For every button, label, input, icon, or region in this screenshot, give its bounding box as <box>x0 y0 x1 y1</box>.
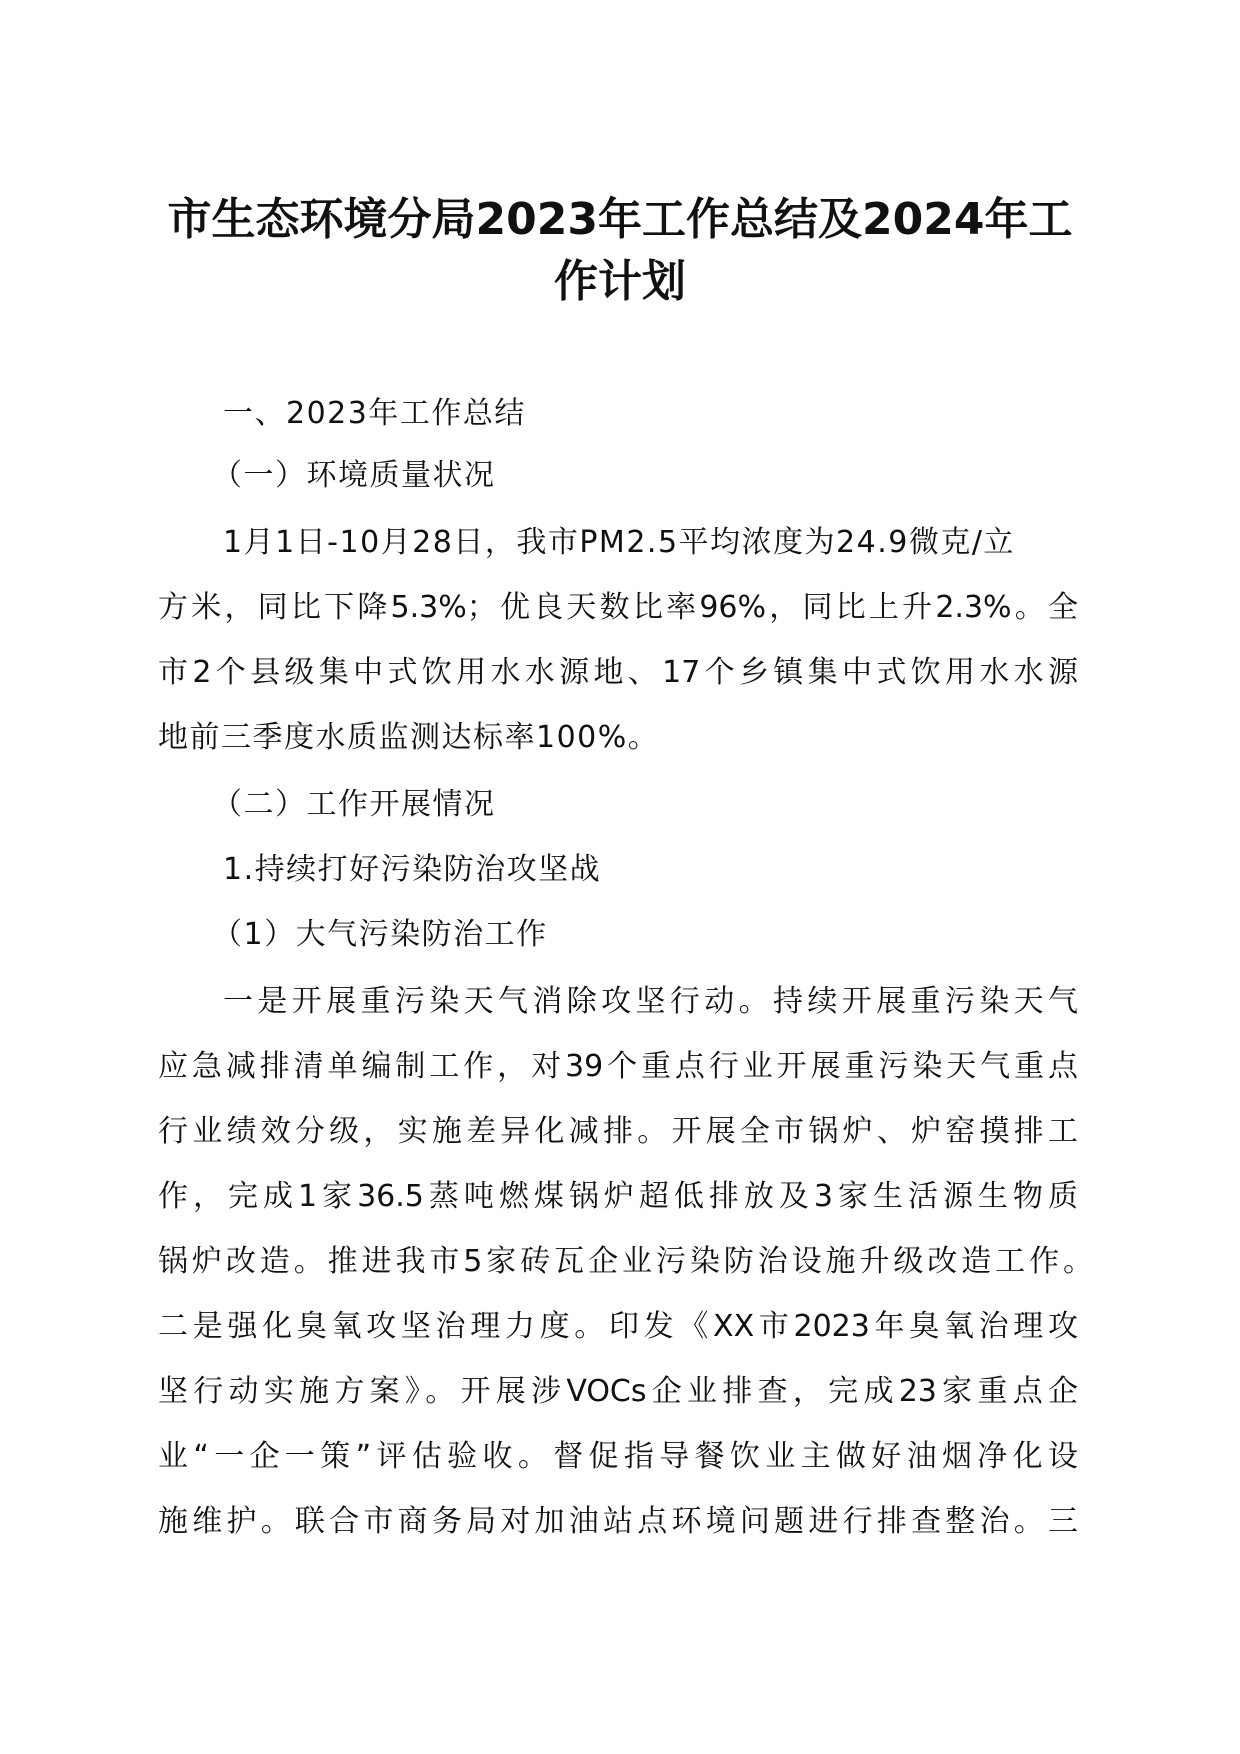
paragraph-line-text: 市2个县级集中式饮用水水源地、17个乡镇集中式饮用水水源 <box>158 655 1078 690</box>
paragraph-line <box>158 1177 1078 1217</box>
paragraph-line-text: 作，完成1家36.5蒸吨燃煤锅炉超低排放及3家生活源生物质 <box>158 1179 1078 1214</box>
paragraph-line <box>158 1242 1093 1282</box>
subsection-heading-environment-quality: （一）环境质量状况 <box>212 458 496 493</box>
paragraph-line-text: 二是强化臭氧攻坚治理力度。印发《XX市2023年臭氧治理攻 <box>158 1309 1078 1344</box>
paragraph-line <box>158 1112 1078 1152</box>
paragraph-line <box>158 1307 1078 1347</box>
document-title-line-2: 作计划 <box>554 256 686 307</box>
item-heading-pollution-prevention: 1.持续打好污染防治攻坚战 <box>223 852 602 887</box>
paragraph-line-text: 坚行动实施方案》。开展涉VOCs企业排查，完成23家重点企 <box>158 1374 1078 1409</box>
subsection-heading-work-progress: （二）工作开展情况 <box>212 787 496 822</box>
paragraph-line <box>158 1502 1078 1542</box>
paragraph-line-text: 业“一企一策”评估验收。督促指导餐饮业主做好油烟净化设 <box>158 1439 1078 1474</box>
paragraph-line <box>158 1047 1078 1087</box>
paragraph-line-text: 锅炉改造。推进我市5家砖瓦企业污染防治设施升级改造工作。 <box>158 1244 1093 1279</box>
paragraph-line-text: 行业绩效分级，实施差异化减排。开展全市锅炉、炉窑摸排工 <box>158 1114 1078 1149</box>
paragraph-line-text: 施维护。联合市商务局对加油站点环境问题进行排查整治。三 <box>158 1504 1078 1539</box>
paragraph-line <box>223 982 1078 1022</box>
document-title-line-1: 市生态环境分局2023年工作总结及2024年工 <box>167 194 1073 245</box>
paragraph-line-text: 应急减排清单编制工作，对39个重点行业开展重污染天气重点 <box>158 1049 1078 1084</box>
paragraph-line: 1月1日-10月28日，我市PM2.5平均浓度为24.9微克/立 <box>223 525 1015 560</box>
paragraph-line: 地前三季度水质监测达标率100%。 <box>158 720 660 755</box>
paragraph-line-text: 方米，同比下降5.3%；优良天数比率96%，同比上升2.3%。全 <box>158 590 1078 625</box>
paragraph-line <box>158 1437 1078 1477</box>
section-heading-summary: 一、2023年工作总结 <box>223 396 526 431</box>
item-heading-air-pollution: （1）大气污染防治工作 <box>212 917 548 952</box>
paragraph-line <box>158 1372 1078 1412</box>
paragraph-line-text: 一是开展重污染天气消除攻坚行动。持续开展重污染天气 <box>223 984 1078 1019</box>
paragraph-line <box>158 653 1078 693</box>
paragraph-line <box>158 588 1078 628</box>
